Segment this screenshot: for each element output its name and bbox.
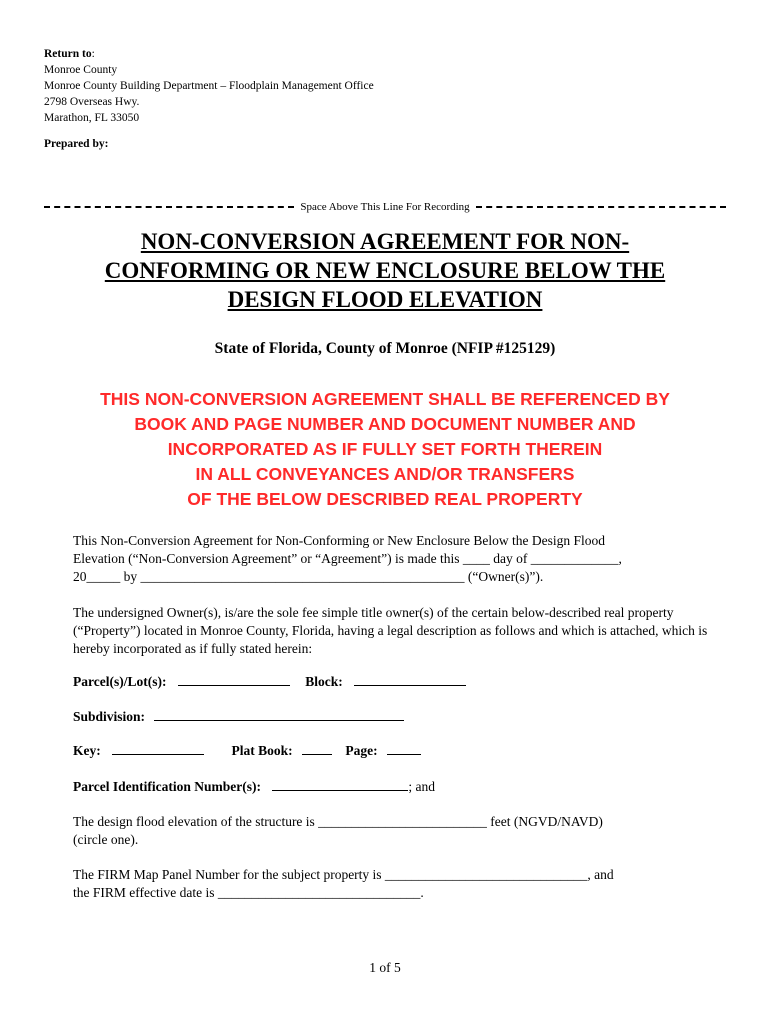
paragraph-line: the FIRM effective date is ______________________________. — [73, 885, 424, 900]
page-label: Page: — [345, 743, 378, 758]
paragraph-line: This Non-Conversion Agreement for Non-Conforming or New Enclosure Below the Design Flood — [73, 533, 606, 548]
paragraph-line: (circle one). — [73, 832, 139, 847]
return-to-label: Return to — [44, 48, 92, 60]
warning-line: OF THE BELOW DESCRIBED REAL PROPERTY — [187, 489, 583, 509]
return-address-line: 2798 Overseas Hwy. — [44, 96, 140, 108]
document-title — [40, 227, 730, 314]
paragraph-line: The FIRM Map Panel Number for the subject property is ______________________________, and — [73, 867, 614, 882]
parcel-id-suffix: ; and — [408, 779, 435, 794]
prepared-by-label: Prepared by: — [44, 138, 109, 150]
subdivision-label: Subdivision: — [73, 709, 146, 724]
return-address-line: Monroe County — [44, 64, 118, 76]
ownership-paragraph: The undersigned Owner(s), is/are the sole fee simple title owner(s) of the certain below-described real property (“Property”) located in Monroe County, Florida, having a legal description as follows and which is attached, which is hereby incorporated as if fully stated herein: — [73, 605, 708, 656]
key-plat-row — [73, 741, 421, 759]
agreement-intro-paragraph — [73, 532, 713, 586]
warning-line: THIS NON-CONVERSION AGREEMENT SHALL BE REFERENCED BY — [100, 389, 670, 409]
subdivision-blank[interactable] — [154, 707, 404, 721]
paragraph-line: The design flood elevation of the structure is _________________________ feet (NGVD/NAVD) — [73, 814, 603, 829]
page-number: 1 of 5 — [369, 960, 401, 975]
return-address-line: Marathon, FL 33050 — [44, 112, 140, 124]
state-county-line: State of Florida, County of Monroe (NFIP #125129) — [214, 340, 556, 357]
warning-line: BOOK AND PAGE NUMBER AND DOCUMENT NUMBER AND — [134, 414, 636, 434]
dashed-line-right — [476, 206, 726, 208]
return-to-block — [44, 46, 374, 126]
title-line: CONFORMING OR NEW ENCLOSURE BELOW THE — [104, 258, 666, 283]
parcel-block-row — [73, 672, 466, 690]
recording-line-text: Space Above This Line For Recording — [300, 201, 470, 213]
parcel-lot-blank[interactable] — [178, 672, 290, 686]
flood-elevation-paragraph — [73, 813, 713, 849]
parcel-id-row — [73, 777, 435, 795]
firm-panel-paragraph — [73, 866, 713, 902]
return-to-colon: : — [91, 48, 95, 60]
key-blank[interactable] — [112, 741, 204, 755]
paragraph-line: 20_____ by ________________________________________________ (“Owner(s)”). — [73, 569, 544, 584]
dashed-line-left — [44, 206, 294, 208]
return-address-line: Monroe County Building Department – Floodplain Management Office — [44, 80, 374, 92]
warning-line: INCORPORATED AS IF FULLY SET FORTH THEREIN — [167, 439, 603, 459]
parcel-id-label: Parcel Identification Number(s): — [73, 779, 261, 794]
block-label: Block: — [305, 674, 343, 689]
plat-book-blank[interactable] — [302, 741, 332, 755]
plat-book-label: Plat Book: — [231, 743, 293, 758]
parcel-lot-label: Parcel(s)/Lot(s): — [73, 674, 167, 689]
page-blank[interactable] — [387, 741, 421, 755]
title-line: NON-CONVERSION AGREEMENT FOR NON- — [140, 229, 630, 254]
warning-line: IN ALL CONVEYANCES AND/OR TRANSFERS — [195, 464, 575, 484]
paragraph-line: Elevation (“Non-Conversion Agreement” or “Agreement”) is made this ____ day of _____________, — [73, 551, 622, 566]
recording-separator — [44, 201, 726, 213]
subdivision-row — [73, 707, 404, 725]
parcel-id-blank[interactable] — [272, 777, 408, 791]
reference-warning — [40, 387, 730, 512]
title-line: DESIGN FLOOD ELEVATION — [227, 287, 543, 312]
block-blank[interactable] — [354, 672, 466, 686]
key-label: Key: — [73, 743, 101, 758]
